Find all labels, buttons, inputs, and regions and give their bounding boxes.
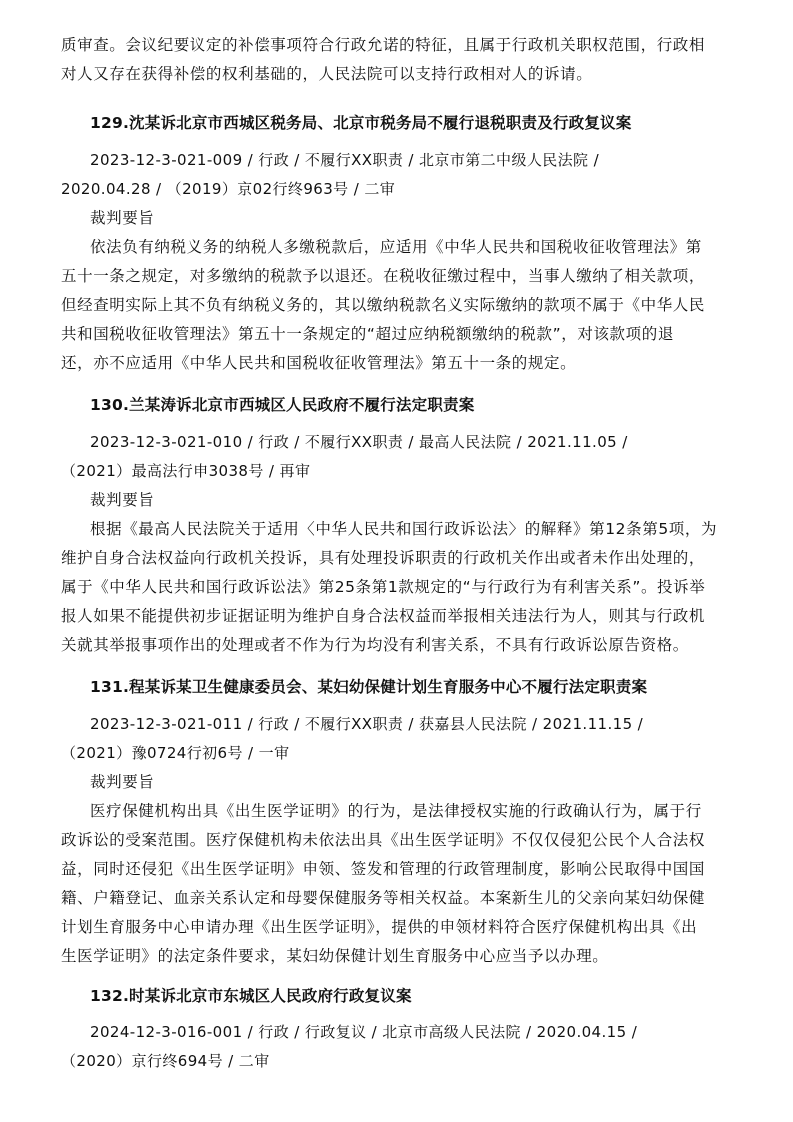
text-line: 籍、户籍登记、血亲关系认定和母婴保健服务等相关权益。本案新生儿的父亲向某妇幼保健 xyxy=(61,889,706,907)
case-summary xyxy=(61,797,743,971)
text-line: 生医学证明》的法定条件要求，某妇幼保健计划生育服务中心应当予以办理。 xyxy=(61,947,609,965)
case-meta xyxy=(61,146,741,204)
case-title: 131.程某诉某卫生健康委员会、某妇幼保健计划生育服务中心不履行法定职责案 xyxy=(90,678,648,696)
text-line: 五十一条之规定，对多缴纳的税款予以退还。在税收征缴过程中，当事人缴纳了相关款项， xyxy=(61,267,706,285)
text-line: 质审查。会议纪要议定的补偿事项符合行政允诺的特征，且属于行政机关职权范围，行政相 xyxy=(61,36,706,54)
meta-line: （2021）最高法行申3038号 / 再审 xyxy=(61,462,311,480)
section-label: 裁判要旨 xyxy=(90,773,155,791)
meta-line: 2020.04.28 / （2019）京02行终963号 / 二审 xyxy=(61,180,396,198)
case-meta xyxy=(61,1018,741,1076)
case-title: 129.沈某诉北京市西城区税务局、北京市税务局不履行退税职责及行政复议案 xyxy=(90,114,632,132)
case-meta xyxy=(61,710,741,768)
meta-line: 2023-12-3-021-010 / 行政 / 不履行XX职责 / 最高人民法院 / 2021.11.05 / xyxy=(90,433,628,451)
text-line: 关就其举报事项作出的处理或者不作为行为均没有利害关系，不具有行政诉讼原告资格。 xyxy=(61,636,689,654)
text-line: 但经查明实际上其不负有纳税义务的，其以缴纳税款名义实际缴纳的款项不属于《中华人民 xyxy=(61,296,706,314)
text-line: 共和国税收征收管理法》第五十一条规定的“超过应纳税额缴纳的税款”，对该款项的退 xyxy=(61,325,674,343)
text-line: 维护自身合法权益向行政机关投诉，具有处理投诉职责的行政机关作出或者未作出处理的， xyxy=(61,549,706,567)
text-line: 对人又存在获得补偿的权利基础的，人民法院可以支持行政相对人的诉请。 xyxy=(61,65,593,83)
text-line: 政诉讼的受案范围。医疗保健机构未依法出具《出生医学证明》不仅仅侵犯公民个人合法权 xyxy=(61,831,706,849)
section-label: 裁判要旨 xyxy=(90,491,155,509)
section-label: 裁判要旨 xyxy=(90,209,155,227)
meta-line: 2023-12-3-021-009 / 行政 / 不履行XX职责 / 北京市第二中级人民法院 / xyxy=(90,151,600,169)
text-line: 医疗保健机构出具《出生医学证明》的行为，是法律授权实施的行政确认行为，属于行 xyxy=(90,802,702,820)
meta-line: （2021）豫0724行初6号 / 一审 xyxy=(61,744,290,762)
text-line: 益，同时还侵犯《出生医学证明》申领、签发和管理的行政管理制度，影响公民取得中国国 xyxy=(61,860,706,878)
meta-line: 2023-12-3-021-011 / 行政 / 不履行XX职责 / 获嘉县人民法院 / 2021.11.15 / xyxy=(90,715,644,733)
meta-line: 2024-12-3-016-001 / 行政 / 行政复议 / 北京市高级人民法院 / 2020.04.15 / xyxy=(90,1023,638,1041)
text-line: 计划生育服务中心申请办理《出生医学证明》，提供的申领材料符合医疗保健机构出具《出 xyxy=(61,918,698,936)
text-line: 属于《中华人民共和国行政诉讼法》第25条第1款规定的“与行政行为有利害关系”。投诉举 xyxy=(61,578,706,596)
case-title: 132.时某诉北京市东城区人民政府行政复议案 xyxy=(90,987,412,1005)
case-summary xyxy=(61,233,743,378)
text-line: 根据《最高人民法院关于适用〈中华人民共和国行政诉讼法〉的解释》第12条第5项，为 xyxy=(90,520,718,538)
text-line: 报人如果不能提供初步证据证明为维护自身合法权益而举报相关违法行为人，则其与行政机 xyxy=(61,607,706,625)
case-meta xyxy=(61,428,741,486)
text-line: 还，亦不应适用《中华人民共和国税收征收管理法》第五十一条的规定。 xyxy=(61,354,577,372)
case-summary xyxy=(61,515,743,660)
case-title: 130.兰某涛诉北京市西城区人民政府不履行法定职责案 xyxy=(90,396,475,414)
meta-line: （2020）京行终694号 / 二审 xyxy=(61,1052,270,1070)
text-line: 依法负有纳税义务的纳税人多缴税款后，应适用《中华人民共和国税收征收管理法》第 xyxy=(90,238,702,256)
intro-paragraph xyxy=(61,31,741,89)
